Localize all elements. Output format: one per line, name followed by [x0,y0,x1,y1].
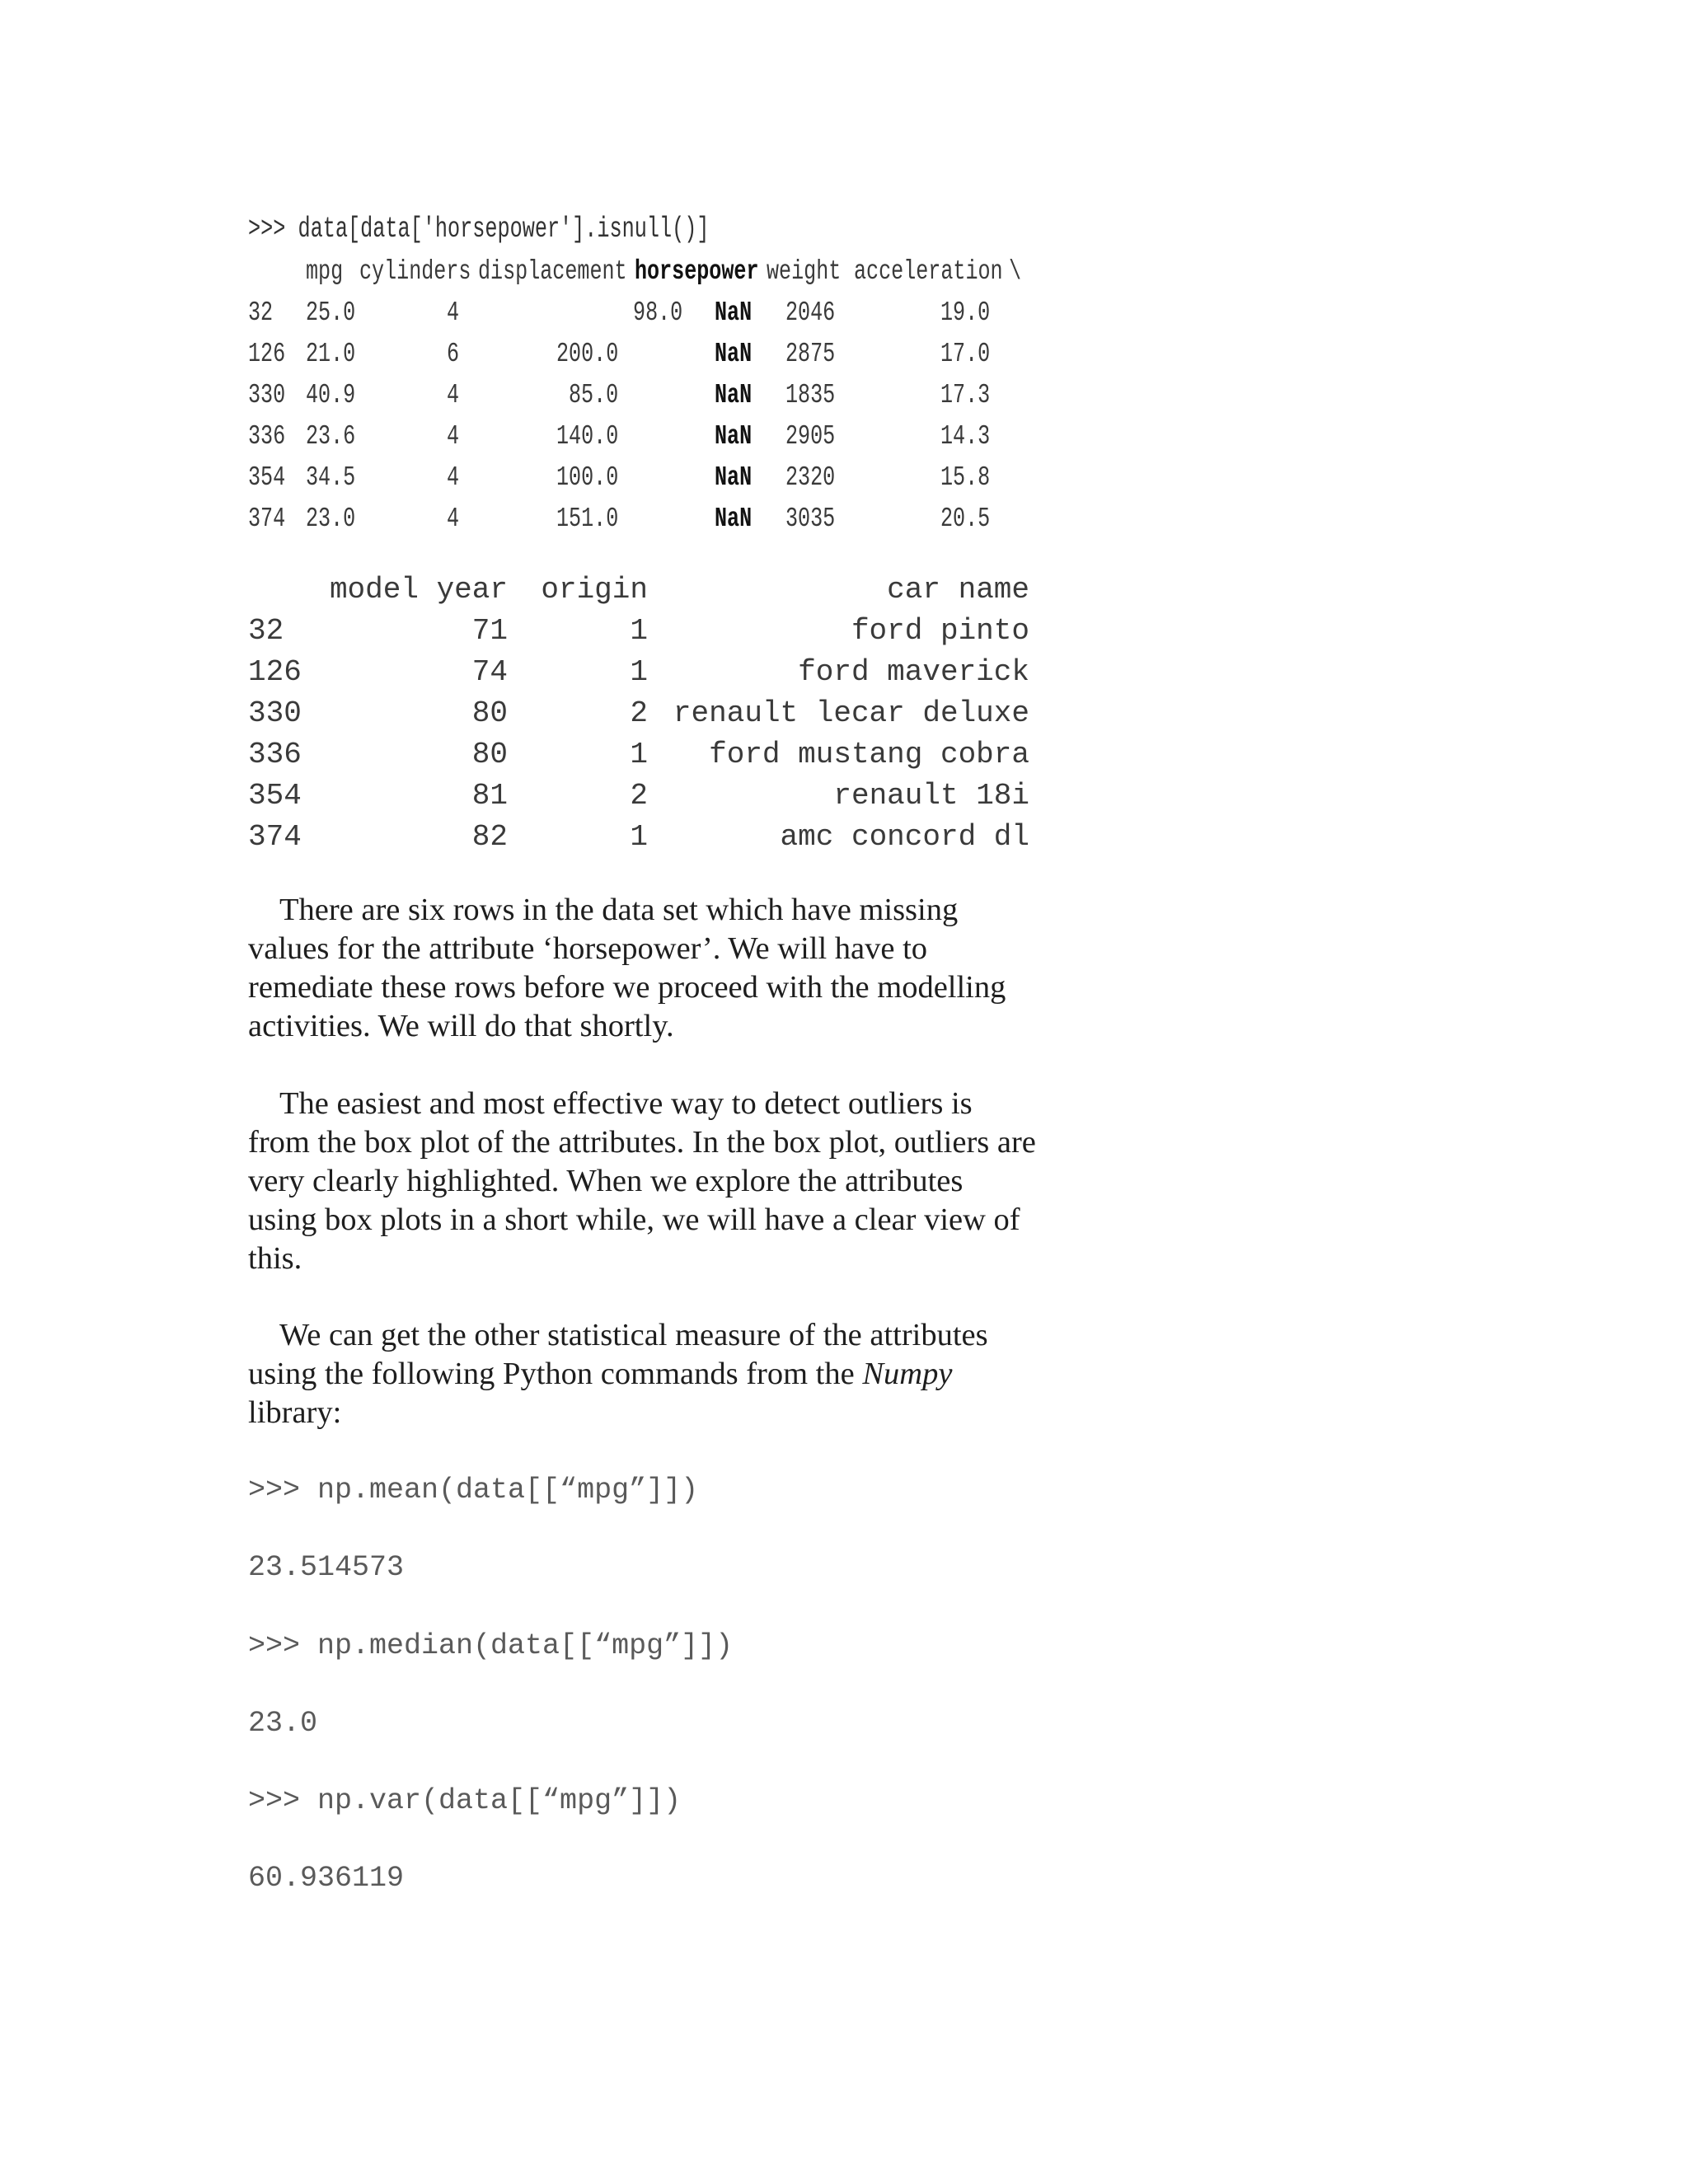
cell-acceleration: 15.8 [940,462,991,493]
cell-acceleration: 14.3 [940,421,991,452]
cell-mpg: 40.9 [306,380,356,410]
cell-displacement: 151.0 [556,504,619,534]
col-header-horsepower: horsepower [635,256,759,287]
cell-mpg: 21.0 [306,339,356,369]
cell-mpg: 34.5 [306,462,356,493]
row-index: 126 [248,655,302,689]
col-header-weight: weight [767,256,842,287]
cell-displacement [633,297,682,330]
cell-displacement: 140.0 [556,421,619,452]
cell-origin: 1 [630,738,648,771]
col-header-model-year: model year [329,573,508,607]
cell-acceleration: 17.0 [940,339,991,369]
row-index: 330 [248,696,302,730]
cell-model-year: 82 [471,820,508,854]
cell-mpg: 23.6 [306,421,356,452]
cell-weight: 2905 [785,421,836,452]
row-index: 32 [248,298,274,328]
col-header-mpg: mpg [306,256,344,287]
row-index: 32 [248,614,284,648]
row-index: 354 [248,779,302,813]
row-index: 354 [248,462,286,493]
cell-horsepower: NaN [715,462,753,493]
cell-displacement-value: 98.0 [633,298,683,328]
paragraph-outliers [248,1085,1039,1278]
row-index: 336 [248,738,302,771]
col-header-acceleration: acceleration [854,256,1003,287]
cell-horsepower: NaN [715,339,753,369]
cell-model-year: 74 [471,655,508,689]
cell-horsepower: NaN [715,504,753,534]
cell-car-name: renault 18i [833,779,1029,813]
median-command: >>> np.median(data[[“mpg”]]) [248,1629,734,1662]
paragraph-missing-values [248,891,1039,1046]
cell-cylinders: 4 [447,298,460,328]
cell-acceleration: 17.3 [940,380,991,410]
cell-model-year: 81 [471,779,508,813]
mean-output: 23.514573 [248,1551,405,1584]
row-index: 336 [248,421,286,452]
row-index: 126 [248,339,286,369]
paragraph-text: The easiest and most effective way to detect outliers is from the box plot of the attributes. In the box plot, outliers are very clearly highlighted. When we explore the attributes using box plots in a short while, we will have a clear view of this. [248,1086,1036,1276]
median-output: 23.0 [248,1707,318,1740]
mean-command: >>> np.mean(data[[“mpg”]]) [248,1474,699,1507]
cell-cylinders: 4 [447,421,460,452]
cell-origin: 1 [630,820,648,854]
cell-weight: 3035 [785,504,836,534]
cell-cylinders: 6 [447,339,460,369]
cell-weight: 1835 [785,380,836,410]
cell-displacement: 100.0 [556,462,619,493]
cell-cylinders: 4 [447,504,460,534]
cell-origin: 2 [630,696,648,730]
paragraph-numpy [248,1316,1039,1432]
line-continuation: \ [1009,256,1022,287]
cell-weight: 2875 [785,339,836,369]
cell-acceleration: 19.0 [940,298,991,328]
cell-horsepower: NaN [715,380,753,410]
cell-cylinders: 4 [447,380,460,410]
numpy-emphasis: Numpy [862,1357,953,1391]
cell-cylinders: 4 [447,462,460,493]
cell-mpg: 25.0 [306,298,356,328]
cell-car-name: ford maverick [798,655,1029,689]
paragraph-text-tail: library: [248,1395,342,1430]
cell-origin: 2 [630,779,648,813]
row-index: 330 [248,380,286,410]
cell-mpg: 23.0 [306,504,356,534]
row-index: 374 [248,504,286,534]
cell-car-name: amc concord dl [780,820,1029,854]
isnull-command: >>> data[data['horsepower'].isnull()] [248,213,710,246]
paragraph-text: We can get the other statistical measure of the attributes using the following Python commands from the [248,1318,988,1391]
cell-acceleration: 20.5 [940,504,991,534]
cell-car-name: ford pinto [851,614,1029,648]
var-output: 60.936119 [248,1862,405,1895]
cell-origin: 1 [630,614,648,648]
var-command: >>> np.var(data[[“mpg”]]) [248,1784,682,1817]
cell-horsepower: NaN [715,298,753,328]
row-index: 374 [248,820,302,854]
cell-weight: 2320 [785,462,836,493]
paragraph-text: There are six rows in the data set which have missing values for the attribute ‘horsepower’. We will have to remediate these rows before we proceed with the modelling activities. We will do that shortly. [248,893,1006,1043]
col-header-origin: origin [541,573,648,607]
cell-horsepower: NaN [715,421,753,452]
cell-displacement: 200.0 [556,339,619,369]
cell-car-name: ford mustang cobra [709,738,1029,771]
cell-displacement: 85.0 [569,380,619,410]
col-header-cylinders: cylinders [359,256,471,287]
cell-model-year: 80 [471,696,508,730]
cell-weight: 2046 [785,298,836,328]
col-header-displacement: displacement [478,256,627,287]
cell-origin: 1 [630,655,648,689]
cell-model-year: 71 [471,614,508,648]
col-header-car-name: car name [887,573,1029,607]
cell-car-name: renault lecar deluxe [673,696,1029,730]
cell-model-year: 80 [471,738,508,771]
